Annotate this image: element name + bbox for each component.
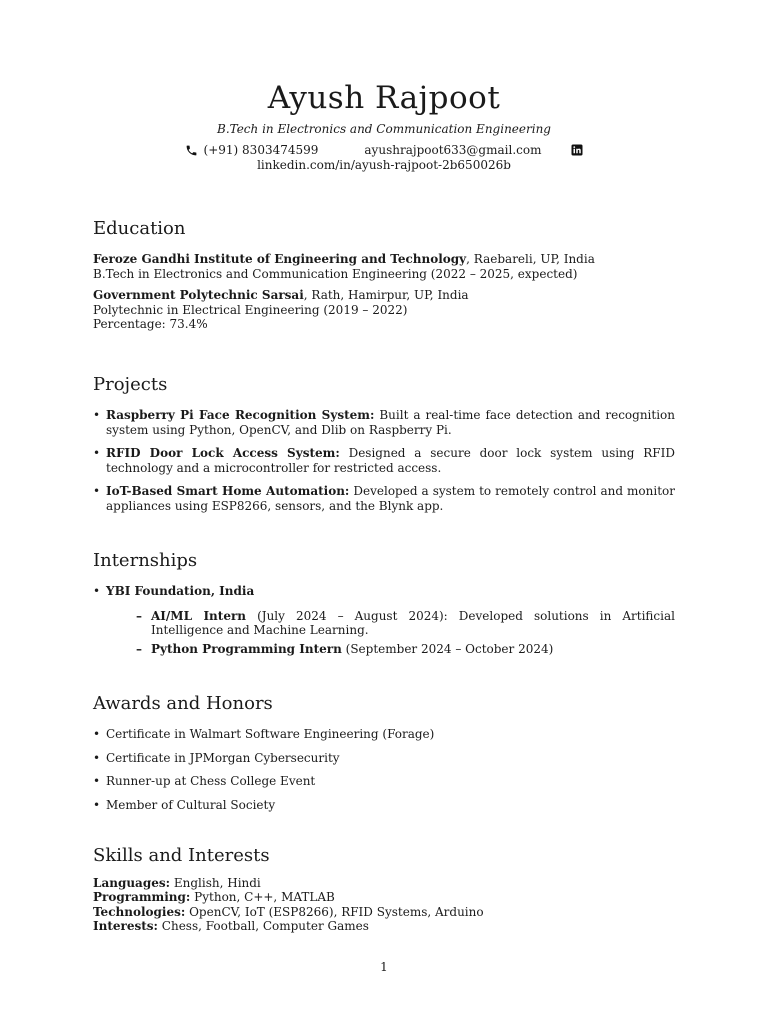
internship-role: – AI/ML Intern (July 2024 – August 2024): Developed solutions in Artificial Intelligence and Machine Learning. — [136, 608, 675, 637]
section-title-internships: Internships — [93, 550, 198, 571]
internship-company: • YBI Foundation, India – AI/ML Intern (July 2024 – August 2024): Developed solutions in Artificial Intelligence and Machine Learning. – Python Programming Intern (September 2024 – October 2024) — [93, 584, 675, 656]
education-section — [93, 218, 675, 339]
project-item: • RFID Door Lock Access System: Designed a secure door lock system using RFID technology and a microcontroller for restricted access. — [93, 446, 675, 475]
linkedin-icon — [571, 144, 583, 156]
project-name: RFID Door Lock Access System: — [106, 446, 340, 460]
institution-name: Feroze Gandhi Institute of Engineering and Technology — [93, 252, 467, 266]
company-name: YBI Foundation, India — [106, 584, 255, 598]
internship-role: – Python Programming Intern (September 2024 – October 2024) — [136, 641, 554, 656]
skills-value: Chess, Football, Computer Games — [157, 919, 369, 933]
skills-section — [93, 845, 675, 934]
skills-label: Interests: — [93, 919, 158, 933]
skills-value: English, Hindi — [170, 875, 261, 890]
award-text: Certificate in Walmart Software Engineering (Forage) — [106, 727, 435, 741]
phone-icon — [185, 144, 198, 157]
award-item: • Certificate in Walmart Software Engineering (Forage) — [93, 727, 435, 741]
project-name: IoT-Based Smart Home Automation: — [106, 484, 350, 498]
skills-label: Programming: — [93, 890, 191, 904]
degree-line: B.Tech in Electronics and Communication Engineering (2022 – 2025, expected) — [93, 266, 578, 281]
email-address[interactable]: ayushrajpoot633@gmail.com — [364, 143, 542, 157]
linkedin-link[interactable]: linkedin.com/in/ayush-rajpoot-2b650026b — [257, 158, 511, 172]
projects-section — [93, 374, 675, 522]
percentage-line: Percentage: 73.4% — [93, 317, 208, 331]
award-item: • Member of Cultural Society — [93, 797, 276, 812]
award-text: Certificate in JPMorgan Cybersecurity — [106, 750, 340, 765]
institution-location: , Raebareli, UP, India — [466, 252, 595, 266]
section-title-skills: Skills and Interests — [93, 845, 270, 866]
degree-line: Polytechnic in Electrical Engineering (2019 – 2022) — [93, 302, 408, 317]
award-item: • Runner-up at Chess College Event — [93, 774, 316, 788]
role-detail: (September 2024 – October 2024) — [341, 641, 554, 656]
skills-value: Python, C++, MATLAB — [190, 890, 335, 904]
skills-row — [93, 919, 675, 934]
education-entry — [93, 288, 675, 332]
project-item: • IoT-Based Smart Home Automation: Developed a system to remotely control and monitor appliances using ESP8266, sensors, and the Blynk app. — [93, 484, 676, 513]
project-item: • Raspberry Pi Face Recognition System: Built a real-time face detection and recognition system using Python, OpenCV, and Dlib on Raspberry Pi. — [93, 408, 675, 437]
award-item: • Certificate in JPMorgan Cybersecurity — [93, 750, 340, 765]
section-title-education: Education — [93, 218, 186, 239]
section-title-projects: Projects — [93, 374, 168, 395]
contact-block — [0, 143, 768, 172]
institution-location: , Rath, Hamirpur, UP, India — [303, 288, 469, 302]
institution-name: Government Polytechnic Sarsai — [93, 288, 304, 302]
skills-label: Languages: — [93, 875, 171, 890]
project-name: Raspberry Pi Face Recognition System: — [106, 408, 375, 422]
candidate-name: Ayush Rajpoot — [267, 80, 501, 116]
section-title-awards: Awards and Honors — [93, 693, 273, 714]
skills-row — [93, 890, 675, 905]
education-entry — [93, 252, 675, 281]
role-detail: (July 2024 – August 2024): Developed solutions in Artificial Intelligence and Machine Learning. — [151, 608, 675, 637]
role-title: Python Programming Intern — [151, 641, 342, 656]
internships-section — [93, 550, 675, 665]
skills-label: Technologies: — [93, 904, 186, 919]
project-description: Designed a secure door lock system using RFID technology and a microcontroller for restricted access. — [106, 446, 675, 475]
skills-row — [93, 905, 675, 920]
skills-value: OpenCV, IoT (ESP8266), RFID Systems, Arduino — [185, 904, 484, 919]
candidate-degree: B.Tech in Electronics and Communication Engineering — [217, 122, 551, 136]
skills-row — [93, 876, 675, 891]
phone-number[interactable]: (+91) 8303474599 — [203, 143, 319, 157]
role-title: AI/ML Intern — [151, 608, 247, 623]
awards-section — [93, 693, 675, 821]
award-text: Member of Cultural Society — [106, 797, 276, 812]
project-description: Built a real-time face detection and recognition system using Python, OpenCV, and Dlib on Raspberry Pi. — [106, 408, 675, 437]
project-description: Developed a system to remotely control and monitor appliances using ESP8266, sensors, and the Blynk app. — [106, 484, 676, 513]
page-number: 1 — [380, 960, 388, 974]
award-text: Runner-up at Chess College Event — [106, 774, 316, 788]
